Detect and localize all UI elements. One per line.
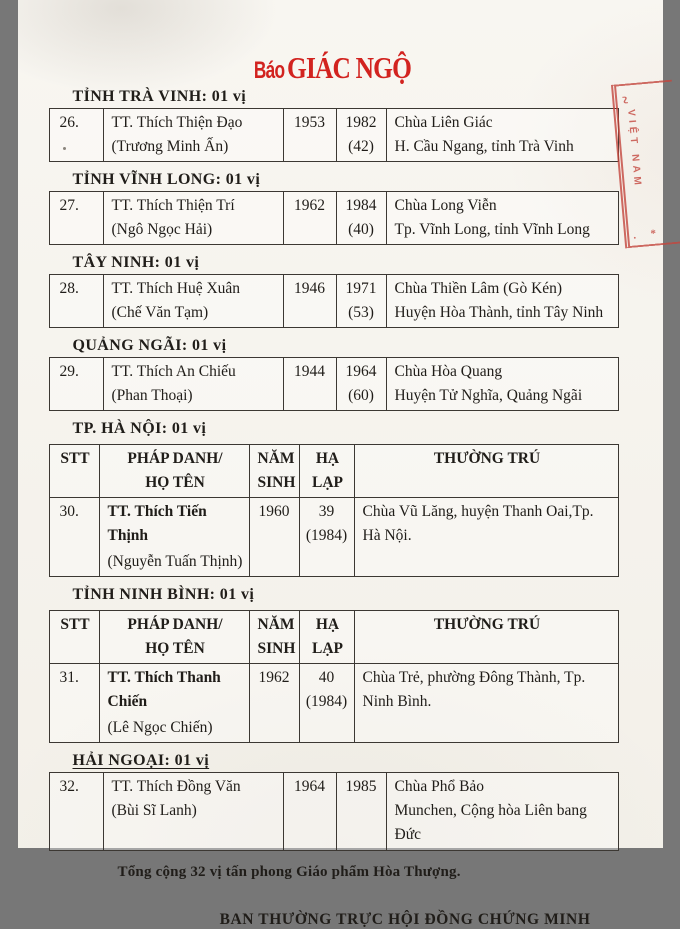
cell-stt	[49, 192, 103, 245]
col-header-ordination	[299, 445, 354, 498]
cell-birth-year	[283, 275, 336, 328]
table-row	[49, 773, 618, 851]
residence-line1: Chùa Long Viễn	[394, 197, 497, 214]
residence-line2: Munchen, Cộng hòa Liên bang	[394, 802, 587, 819]
col-header-birth	[249, 611, 299, 664]
stt-text: 27.	[59, 197, 79, 214]
monks-table	[49, 357, 619, 411]
birth-year-text: 1964	[294, 778, 325, 795]
col-header-residence: THƯỜNG TRÚ	[354, 611, 618, 664]
ordination-lap-text: 39	[318, 503, 335, 520]
cell-birth-year	[283, 773, 336, 851]
col-header-stt: STT	[49, 445, 99, 498]
birth-year-text: 1962	[258, 669, 290, 686]
col-header-birth-line1: NĂM	[257, 616, 295, 633]
section-heading: TP. HÀ NỘI: 01 vị	[72, 420, 207, 437]
table-row	[49, 358, 618, 411]
lay-name-text: (Ngô Ngọc Hải)	[111, 221, 213, 238]
ordination-year-text: 1971	[345, 280, 377, 297]
residence-line2: Tp. Vĩnh Long, tỉnh Vĩnh Long	[394, 221, 590, 238]
table-row	[49, 192, 618, 245]
col-header-ord-line1: HẠ	[315, 450, 340, 467]
cell-ordination	[336, 192, 386, 245]
stt-text: 30.	[59, 503, 79, 520]
lay-name-text: (Phan Thoại)	[111, 387, 193, 404]
dharma-name-text: TT. Thích Tiến Thịnh	[107, 503, 207, 544]
cell-dharma-name	[103, 358, 283, 411]
ordination-age-text: (42)	[348, 138, 374, 155]
ordination-year-text: 1964	[345, 363, 377, 380]
ordination-year-text: (1984)	[305, 693, 348, 710]
dharma-name-text: TT. Thích Đồng Văn	[111, 778, 241, 795]
dharma-name-text: TT. Thích An Chiếu	[111, 363, 236, 380]
cell-dharma-name	[103, 275, 283, 328]
col-header-residence: THƯỜNG TRÚ	[354, 445, 618, 498]
residence-text: Chùa Vũ Lăng, huyện Thanh Oai,Tp. Hà Nội.	[362, 503, 594, 544]
ordination-age-text: (53)	[348, 304, 374, 321]
lay-name-text: (Chế Văn Tạm)	[111, 304, 209, 321]
section-heading: TÂY NINH: 01 vị	[72, 254, 200, 271]
col-header-ord-line2: LẠP	[312, 640, 343, 657]
lay-name-text: (Trương Minh Ấn)	[111, 138, 229, 155]
cell-dharma-name	[99, 664, 249, 743]
birth-year-text: 1953	[294, 114, 325, 131]
cell-stt	[49, 275, 103, 328]
birth-year-text: 1962	[294, 197, 325, 214]
col-header-name-line1: PHÁP DANH/	[127, 450, 223, 467]
residence-line2: Huyện Hòa Thành, tỉnh Tây Ninh	[394, 304, 604, 321]
cell-stt	[49, 498, 99, 577]
stt-text: 28.	[59, 280, 79, 297]
cell-ordination	[336, 773, 386, 851]
dharma-name-text: TT. Thích Thiện Đạo	[111, 114, 243, 131]
table-row	[49, 275, 618, 328]
col-header-name	[99, 611, 249, 664]
section-heading: HẢI NGOẠI: 01 vị	[72, 752, 210, 769]
residence-line2: Huyện Tử Nghĩa, Quảng Ngãi	[394, 387, 583, 404]
cell-ordination	[336, 109, 386, 162]
residence-line1: Chùa Hòa Quang	[394, 363, 503, 380]
table-header-row	[49, 445, 618, 498]
cell-residence	[386, 358, 618, 411]
total-summary-text: Tổng cộng 32 vị tấn phong Giáo phẩm Hòa Thượng.	[117, 864, 461, 880]
col-header-birth-line2: SINH	[257, 474, 296, 491]
cell-dharma-name	[103, 192, 283, 245]
monks-table	[49, 191, 619, 245]
section-tra-vinh	[49, 88, 663, 162]
cell-stt	[49, 109, 103, 162]
cell-birth-year	[249, 498, 299, 577]
section-ha-noi	[49, 420, 663, 577]
section-heading: QUẢNG NGÃI: 01 vị	[72, 337, 227, 354]
col-header-birth	[249, 445, 299, 498]
stt-text: 26.	[59, 114, 79, 131]
section-heading: TỈNH TRÀ VINH: 01 vị	[72, 88, 247, 105]
residence-line1: Chùa Thiền Lâm (Gò Kén)	[394, 280, 563, 297]
cell-birth-year	[283, 358, 336, 411]
dharma-name-text: TT. Thích Thiện Trí	[111, 197, 235, 214]
table-header-row	[49, 611, 618, 664]
col-header-ord-line2: LẠP	[312, 474, 343, 491]
cell-ordination	[336, 275, 386, 328]
ordination-year-text: 1984	[345, 197, 377, 214]
cell-residence	[386, 773, 618, 851]
section-quang-ngai	[49, 337, 663, 411]
ordination-age-text: (40)	[348, 221, 374, 238]
birth-year-text: 1944	[294, 363, 325, 380]
section-vinh-long	[49, 171, 663, 245]
scanned-document-page	[18, 0, 663, 928]
stamp-squiggle-icon: ~	[611, 93, 636, 107]
ordination-year-text: (1984)	[305, 527, 348, 544]
section-hai-ngoai	[49, 752, 663, 851]
scan-artifact-dot	[63, 147, 66, 150]
section-ninh-binh	[49, 586, 663, 743]
cell-ordination	[299, 498, 354, 577]
cell-dharma-name	[103, 773, 283, 851]
dharma-name-text: TT. Thích Thanh Chiến	[107, 669, 221, 710]
ordination-age-text: (60)	[348, 387, 374, 404]
table-row	[49, 664, 618, 743]
lay-name-text: (Nguyễn Tuấn Thịnh)	[107, 553, 243, 570]
cell-dharma-name	[103, 109, 283, 162]
section-tay-ninh	[49, 254, 663, 328]
cell-residence	[354, 498, 618, 577]
ordination-year-text: 1982	[345, 114, 377, 131]
section-heading: TỈNH NINH BÌNH: 01 vị	[72, 586, 255, 603]
col-header-birth-line2: SINH	[257, 640, 296, 657]
dharma-name-text: TT. Thích Huệ Xuân	[111, 280, 241, 297]
table-row	[49, 498, 618, 577]
col-header-name-line2: HỌ TÊN	[145, 640, 205, 657]
cell-birth-year	[249, 664, 299, 743]
table-row	[49, 109, 618, 162]
col-header-stt: STT	[49, 611, 99, 664]
col-header-name	[99, 445, 249, 498]
cell-residence	[386, 109, 618, 162]
monks-table	[49, 772, 619, 851]
col-header-name-line2: HỌ TÊN	[145, 474, 205, 491]
masthead-title: GIÁC NGỘ	[286, 50, 411, 85]
cell-stt	[49, 773, 103, 851]
cell-residence	[386, 275, 618, 328]
cell-residence	[354, 664, 618, 743]
cell-birth-year	[283, 109, 336, 162]
cell-ordination	[336, 358, 386, 411]
signature-line: BAN THƯỜNG TRỰC HỘI ĐỒNG CHỨNG MINH	[219, 911, 591, 928]
residence-line2: H. Cầu Ngang, tỉnh Trà Vinh	[394, 138, 574, 155]
residence-text: Chùa Trẻ, phường Đông Thành, Tp. Ninh Bình.	[362, 669, 586, 710]
stt-text: 29.	[59, 363, 79, 380]
lay-name-text: (Lê Ngọc Chiến)	[107, 719, 213, 736]
monks-table	[49, 274, 619, 328]
col-header-birth-line1: NĂM	[257, 450, 295, 467]
ordination-lap-text: 40	[318, 669, 335, 686]
ordination-year-text: 1985	[345, 778, 377, 795]
birth-year-text: 1946	[294, 280, 325, 297]
residence-line3: Đức	[394, 826, 421, 843]
document-body	[18, 86, 663, 929]
stt-text: 32.	[59, 778, 79, 795]
section-heading: TỈNH VĨNH LONG: 01 vị	[72, 171, 261, 188]
stamp-marks-icon: . *	[632, 227, 663, 242]
masthead-prefix: Báo	[254, 57, 285, 84]
birth-year-text: 1960	[258, 503, 290, 520]
col-header-ordination	[299, 611, 354, 664]
newspaper-masthead	[18, 0, 663, 86]
lay-name-text: (Bùi Sĩ Lanh)	[111, 802, 197, 819]
stamp-text: VIỆT NAM	[624, 108, 643, 190]
cell-stt	[49, 664, 99, 743]
cell-birth-year	[283, 192, 336, 245]
monks-table	[49, 108, 619, 162]
stt-text: 31.	[59, 669, 79, 686]
cell-dharma-name	[99, 498, 249, 577]
cell-residence	[386, 192, 618, 245]
col-header-name-line1: PHÁP DANH/	[127, 616, 223, 633]
residence-line1: Chùa Phổ Bảo	[394, 778, 485, 795]
monks-table-with-header	[49, 610, 619, 743]
residence-line1: Chùa Liên Giác	[394, 114, 493, 131]
col-header-ord-line1: HẠ	[315, 616, 340, 633]
monks-table-with-header	[49, 444, 619, 577]
cell-stt	[49, 358, 103, 411]
cell-ordination	[299, 664, 354, 743]
